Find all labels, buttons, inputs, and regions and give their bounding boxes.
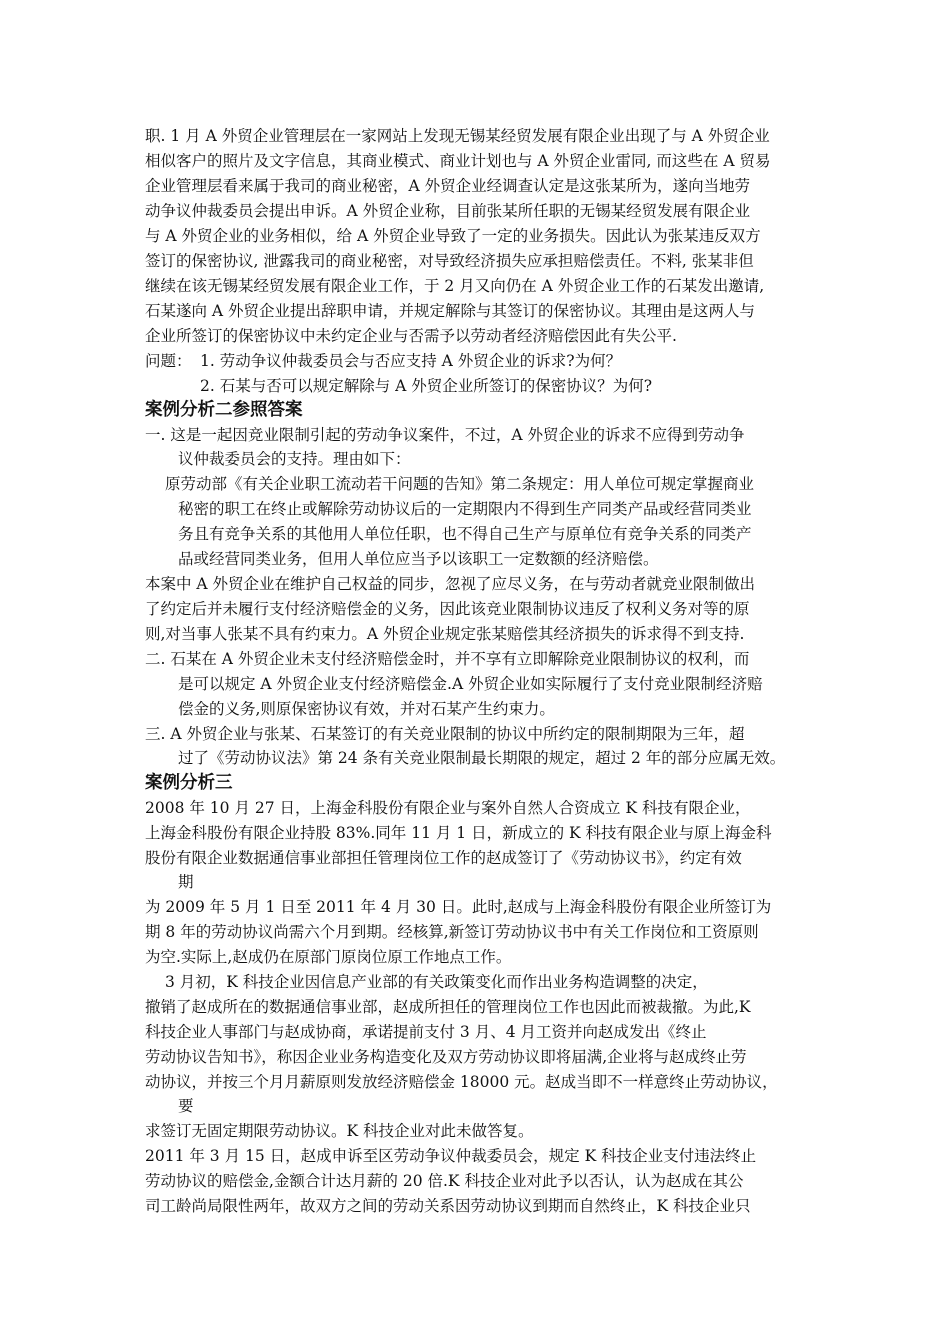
paragraph-line: 股份有限企业数据通信事业部担任管理岗位工作的赵成签订了《劳动协议书》，约定有效 <box>145 849 742 867</box>
paragraph-line: 为 2009 年 5 月 1 日至 2011 年 4 月 30 日。此时,赵成与上海金科股份有限企业所签订为 <box>145 898 772 916</box>
paragraph-line: 上海金科股份有限企业持股 83%.同年 11 月 1 日，新成立的 K 科技有限企业与原上海金科 <box>145 824 772 842</box>
paragraph-line: 期 <box>178 873 194 891</box>
paragraph-line: 继续在该无锡某经贸发展有限企业工作，于 2 月又向仍在 A 外贸企业工作的石某发出邀请, <box>145 277 765 295</box>
paragraph-line: 企业所签订的保密协议中未约定企业与否需予以劳动者经济赔偿因此有失公平. <box>145 327 677 345</box>
answer-line: 务且有竞争关系的其他用人单位任职，也不得自己生产与原单位有竞争关系的同类产 <box>178 525 752 543</box>
answer-line: 了约定后并未履行支付经济赔偿金的义务，因此该竞业限制协议违反了权利义务对等的原 <box>145 600 750 618</box>
paragraph-line: 科技企业人事部门与赵成协商，承诺提前支付 3 月、4 月工资并向赵成发出《终止 <box>145 1023 707 1041</box>
paragraph-line: 2008 年 10 月 27 日，上海金科股份有限企业与案外自然人合资成立 K 科技有限企业， <box>145 799 751 817</box>
answer-line: 议仲裁委员会的支持。理由如下： <box>178 450 411 468</box>
question-1: 1. 劳动争议仲裁委员会与否应支持 A 外贸企业的诉求?为何？ <box>200 352 622 370</box>
paragraph-line: 2011 年 3 月 15 日，赵成申诉至区劳动争议仲裁委员会，规定 K 科技企业支付违法终止 <box>145 1147 757 1165</box>
answer-line: 一. 这是一起因竞业限制引起的劳动争议案件，不过，A 外贸企业的诉求不应得到劳动争 <box>145 426 745 444</box>
paragraph-line: 司工龄尚局限性两年，故双方之间的劳动关系因劳动协议到期而自然终止，K 科技企业只 <box>145 1197 751 1215</box>
paragraph-line: 为空.实际上,赵成仍在原部门原岗位原工作地点工作。 <box>145 948 512 966</box>
answer-line: 秘密的职工在终止或解除劳动协议后的一定期限内不得到生产同类产品或经营同类业 <box>178 500 752 518</box>
answer-line: 本案中 A 外贸企业在维护自己权益的同步，忽视了应尽义务，在与劳动者就竞业限制做出 <box>145 575 756 593</box>
paragraph-line: 劳动协议告知书》，称因企业业务构造变化及双方劳动协议即将届满,企业将与赵成终止劳 <box>145 1048 747 1066</box>
section-heading: 案例分析二参照答案 <box>145 400 303 420</box>
answer-line: 原劳动部《有关企业职工流动若干问题的告知》第二条规定：用人单位可规定掌握商业 <box>165 475 755 493</box>
paragraph-line: 石某遂向 A 外贸企业提出辞职申请，并规定解除与其签订的保密协议。其理由是这两人与 <box>145 302 756 320</box>
paragraph-line: 期 8 年的劳动协议尚需六个月到期。经核算,新签订劳动协议书中有关工作岗位和工资原则 <box>145 923 759 941</box>
paragraph-line: 动争议仲裁委员会提出申诉。A 外贸企业称，目前张某所任职的无锡某经贸发展有限企业 <box>145 202 751 220</box>
answer-line: 偿金的义务,则原保密协议有效，并对石某产生约束力。 <box>178 700 555 718</box>
section-heading: 案例分析三 <box>145 773 233 793</box>
paragraph-line: 动协议，并按三个月月薪原则发放经济赔偿金 18000 元。赵成当即不一样意终止劳动协议， <box>145 1073 778 1091</box>
question-prefix: 问题： <box>145 352 192 370</box>
answer-line: 二. 石某在 A 外贸企业未支付经济赔偿金时，并不享有立即解除竞业限制协议的权利，而 <box>145 650 750 668</box>
paragraph-line: 相似客户的照片及文字信息，其商业模式、商业计划也与 A 外贸企业雷同, 而这些在 A 贸易 <box>145 152 771 170</box>
paragraph-line: 与 A 外贸企业的业务相似，给 A 外贸企业导致了一定的业务损失。因此认为张某违反双方 <box>145 227 761 245</box>
answer-line: 过了《劳动协议法》第 24 条有关竞业限制最长期限的规定，超过 2 年的部分应属无效。 <box>178 749 786 767</box>
paragraph-line: 撤销了赵成所在的数据通信事业部，赵成所担任的管理岗位工作也因此而被裁撤。为此,K <box>145 998 751 1016</box>
paragraph-line: 企业管理层看来属于我司的商业秘密，A 外贸企业经调查认定是这张某所为，遂向当地劳 <box>145 177 751 195</box>
paragraph-line: 3 月初，K 科技企业因信息产业部的有关政策变化而作出业务构造调整的决定， <box>165 973 708 991</box>
paragraph-line: 职. 1 月 A 外贸企业管理层在一家网站上发现无锡某经贸发展有限企业出现了与 A 外贸企业 <box>145 127 770 145</box>
paragraph-line: 劳动协议的赔偿金,金额合计达月薪的 20 倍.K 科技企业对此予以否认，认为赵成在其公 <box>145 1172 744 1190</box>
answer-line: 三. A 外贸企业与张某、石某签订的有关竞业限制的协议中所约定的限制期限为三年，超 <box>145 725 745 743</box>
answer-line: 则,对当事人张某不具有约束力。A 外贸企业规定张某赔偿其经济损失的诉求得不到支持. <box>145 625 745 643</box>
answer-line: 是可以规定 A 外贸企业支付经济赔偿金.A 外贸企业如实际履行了支付竞业限制经济赔 <box>178 675 763 693</box>
answer-line: 品或经营同类业务，但用人单位应当予以该职工一定数额的经济赔偿。 <box>178 550 659 568</box>
question-2: 2. 石某与否可以规定解除与 A 外贸企业所签订的保密协议？为何? <box>200 377 653 395</box>
paragraph-line: 要 <box>178 1097 194 1115</box>
paragraph-line: 求签订无固定期限劳动协议。K 科技企业对此未做答复。 <box>145 1122 534 1140</box>
paragraph-line: 签订的保密协议, 泄露我司的商业秘密，对导致经济损失应承担赔偿责任。不料, 张某非但 <box>145 252 754 270</box>
